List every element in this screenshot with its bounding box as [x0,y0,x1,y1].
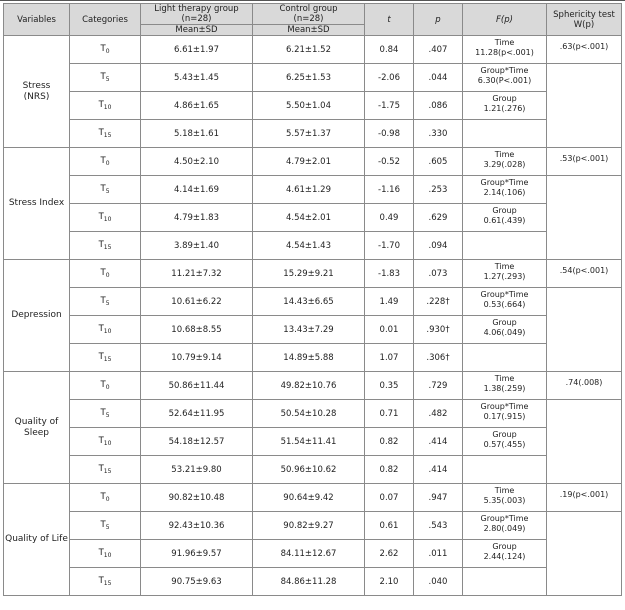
variable-name [4,372,70,484]
category-letter: T [100,380,106,390]
f-stat-empty [463,456,547,484]
p-value: .044 [414,64,463,92]
f-stat-value: 2.14(.106) [483,187,526,197]
control-mean-sd: 4.54±2.01 [253,204,365,232]
p-value: .306† [414,344,463,372]
t-value: 0.84 [365,36,414,64]
p-value: .073 [414,260,463,288]
f-stat-empty [463,120,547,148]
p-value: .605 [414,148,463,176]
light-mean-sd: 5.18±1.61 [141,120,253,148]
f-stat-value: 0.53(.664) [483,299,526,309]
sphericity-value: .54(p<.001) [547,260,622,288]
category-cell [70,568,141,596]
header-t: t [365,4,414,36]
variable-name-line: (NRS) [23,91,50,102]
f-stat-label: Group*Time [480,290,529,299]
light-mean-sd: 4.79±1.83 [141,204,253,232]
table-row [4,428,622,456]
sphericity-empty [547,64,622,148]
light-mean-sd: 5.43±1.45 [141,64,253,92]
category-cell [70,372,141,400]
f-stat-label: Group [492,542,517,551]
light-mean-sd: 50.86±11.44 [141,372,253,400]
light-mean-sd: 3.89±1.40 [141,232,253,260]
category-letter: T [100,296,106,306]
category-subscript: 0 [105,160,110,167]
category-cell [70,64,141,92]
t-value: 0.82 [365,456,414,484]
table-row [4,540,622,568]
p-value: .330 [414,120,463,148]
category-letter: T [100,44,106,54]
variable-name [4,484,70,596]
category-letter: T [100,492,106,502]
p-value: .629 [414,204,463,232]
p-value: .094 [414,232,463,260]
f-stat-value: 4.06(.049) [483,327,526,337]
t-value: -1.75 [365,92,414,120]
table-row [4,64,622,92]
category-cell [70,288,141,316]
p-value: .228† [414,288,463,316]
header-sphericity-w: W(p) [573,19,595,30]
f-stat-cell [463,204,547,232]
category-subscript: 10 [103,216,112,223]
table-row [4,204,622,232]
table-row [4,484,622,512]
header-control-mean-sd: Mean±SD [253,25,365,36]
category-cell [70,344,141,372]
control-mean-sd: 50.54±10.28 [253,400,365,428]
variable-name [4,260,70,372]
control-mean-sd: 90.82±9.27 [253,512,365,540]
t-value: -0.52 [365,148,414,176]
f-stat-cell [463,92,547,120]
category-subscript: 5 [105,188,110,195]
header-p: p [414,4,463,36]
f-stat-cell [463,176,547,204]
f-stat-label: Time [494,150,515,159]
category-subscript: 5 [105,412,110,419]
header-light-group [141,4,253,25]
variable-name-line: Depression [11,310,62,320]
header-light-mean-sd: Mean±SD [141,25,253,36]
light-mean-sd: 4.14±1.69 [141,176,253,204]
category-letter: T [98,548,104,558]
f-stat-value: 3.29(.028) [483,159,526,169]
category-letter: T [98,464,104,474]
f-stat-empty [463,232,547,260]
category-cell [70,484,141,512]
table-row [4,568,622,596]
f-stat-label: Group [492,318,517,327]
sphericity-empty [547,288,622,372]
p-value: .930† [414,316,463,344]
header-control-group-label: Control group [279,4,338,14]
header-categories: Categories [70,4,141,36]
control-mean-sd: 84.11±12.67 [253,540,365,568]
table-row [4,176,622,204]
table-row [4,36,622,64]
f-stat-label: Group [492,94,517,103]
control-mean-sd: 13.43±7.29 [253,316,365,344]
category-letter: T [98,352,104,362]
f-stat-value: 0.17(.915) [483,411,526,421]
control-mean-sd: 6.21±1.52 [253,36,365,64]
header-f: F(p) [463,4,547,36]
control-mean-sd: 5.50±1.04 [253,92,365,120]
f-stat-cell [463,428,547,456]
f-stat-value: 1.38(.259) [483,383,526,393]
f-stat-value: 11.28(p<.001) [475,47,534,57]
light-mean-sd: 54.18±12.57 [141,428,253,456]
light-mean-sd: 10.79±9.14 [141,344,253,372]
header-sphericity [547,4,622,36]
f-stat-label: Group*Time [480,402,529,411]
table-row [4,400,622,428]
p-value: .947 [414,484,463,512]
category-letter: T [100,268,106,278]
f-stat-label: Group*Time [480,178,529,187]
category-cell [70,120,141,148]
t-value: 1.07 [365,344,414,372]
category-cell [70,512,141,540]
t-value: 0.49 [365,204,414,232]
light-mean-sd: 10.61±6.22 [141,288,253,316]
t-value: -1.83 [365,260,414,288]
category-letter: T [98,212,104,222]
header-control-group-n: (n=28) [293,14,324,24]
category-cell [70,400,141,428]
p-value: .729 [414,372,463,400]
f-stat-cell [463,316,547,344]
table-row [4,92,622,120]
category-subscript: 10 [103,328,112,335]
control-mean-sd: 50.96±10.62 [253,456,365,484]
category-subscript: 15 [103,244,112,251]
sphericity-value: .53(p<.001) [547,148,622,176]
f-stat-cell [463,484,547,512]
table-row [4,232,622,260]
category-letter: T [100,520,106,530]
category-cell [70,260,141,288]
light-mean-sd: 53.21±9.80 [141,456,253,484]
f-stat-value: 5.35(.003) [483,495,526,505]
category-subscript: 10 [103,440,112,447]
control-mean-sd: 4.54±1.43 [253,232,365,260]
sphericity-empty [547,176,622,260]
table-row [4,456,622,484]
t-value: -1.70 [365,232,414,260]
variable-name [4,148,70,260]
f-stat-label: Group [492,430,517,439]
p-value: .086 [414,92,463,120]
variable-name-line: Stress [22,80,51,91]
category-cell [70,176,141,204]
p-value: .011 [414,540,463,568]
category-subscript: 0 [105,496,110,503]
category-letter: T [100,408,106,418]
control-mean-sd: 15.29±9.21 [253,260,365,288]
t-value: 0.35 [365,372,414,400]
f-stat-label: Group [492,206,517,215]
light-mean-sd: 4.50±2.10 [141,148,253,176]
category-subscript: 0 [105,384,110,391]
f-stat-value: 1.27(.293) [483,271,526,281]
p-value: .040 [414,568,463,596]
category-cell [70,540,141,568]
category-cell [70,232,141,260]
p-value: .543 [414,512,463,540]
category-letter: T [100,72,106,82]
p-value: .414 [414,456,463,484]
category-subscript: 5 [105,300,110,307]
category-cell [70,148,141,176]
f-stat-cell [463,540,547,568]
category-letter: T [100,184,106,194]
results-table [3,3,622,596]
f-stat-value: 2.44(.124) [483,551,526,561]
table-row [4,120,622,148]
light-mean-sd: 92.43±10.36 [141,512,253,540]
category-letter: T [98,576,104,586]
t-value: 0.71 [365,400,414,428]
t-value: 2.62 [365,540,414,568]
category-letter: T [98,324,104,334]
f-stat-empty [463,344,547,372]
f-stat-label: Time [494,262,515,271]
variable-name [4,36,70,148]
light-mean-sd: 52.64±11.95 [141,400,253,428]
t-value: 1.49 [365,288,414,316]
variable-name-line: Stress Index [8,198,65,208]
f-stat-cell [463,64,547,92]
f-stat-cell [463,512,547,540]
f-stat-label: Group*Time [480,514,529,523]
table-row [4,260,622,288]
f-stat-value: 1.21(.276) [483,103,526,113]
control-mean-sd: 49.82±10.76 [253,372,365,400]
f-stat-cell [463,372,547,400]
f-stat-label: Time [494,486,515,495]
sphericity-empty [547,400,622,484]
t-value: 0.61 [365,512,414,540]
t-value: 0.07 [365,484,414,512]
category-letter: T [98,436,104,446]
table-row [4,316,622,344]
light-mean-sd: 10.68±8.55 [141,316,253,344]
header-sphericity-label: Sphericity test [553,9,615,20]
category-cell [70,456,141,484]
p-value: .253 [414,176,463,204]
t-value: 2.10 [365,568,414,596]
control-mean-sd: 84.86±11.28 [253,568,365,596]
category-letter: T [100,156,106,166]
sphericity-value: .63(p<.001) [547,36,622,64]
category-letter: T [98,128,104,138]
table-row [4,288,622,316]
f-stat-label: Time [494,374,515,383]
category-subscript: 10 [103,104,112,111]
f-stat-value: 2.80(.049) [483,523,526,533]
f-stat-value: 0.61(.439) [483,215,526,225]
light-mean-sd: 11.21±7.32 [141,260,253,288]
p-value: .482 [414,400,463,428]
f-stat-value: 0.57(.455) [483,439,526,449]
f-stat-cell [463,148,547,176]
category-subscript: 15 [103,468,112,475]
p-value: .407 [414,36,463,64]
category-subscript: 5 [105,76,110,83]
table-row [4,512,622,540]
control-mean-sd: 51.54±11.41 [253,428,365,456]
header-control-group [253,4,365,25]
p-value: .414 [414,428,463,456]
category-cell [70,92,141,120]
header-variables: Variables [4,4,70,36]
header-light-group-n: (n=28) [181,14,212,24]
f-stat-cell [463,400,547,428]
table-row [4,344,622,372]
category-subscript: 15 [103,132,112,139]
category-letter: T [98,100,104,110]
t-value: -0.98 [365,120,414,148]
control-mean-sd: 6.25±1.53 [253,64,365,92]
f-stat-value: 6.30(P<.001) [477,75,532,85]
category-subscript: 0 [105,48,110,55]
f-stat-cell [463,36,547,64]
light-mean-sd: 91.96±9.57 [141,540,253,568]
f-stat-label: Time [494,38,515,47]
category-subscript: 15 [103,356,112,363]
t-value: -2.06 [365,64,414,92]
control-mean-sd: 14.43±6.65 [253,288,365,316]
control-mean-sd: 4.79±2.01 [253,148,365,176]
category-subscript: 10 [103,552,112,559]
category-letter: T [98,240,104,250]
f-stat-label: Group*Time [480,66,529,75]
table-row [4,148,622,176]
f-stat-empty [463,568,547,596]
sphericity-value: .74(.008) [547,372,622,400]
f-stat-cell [463,288,547,316]
sphericity-value: .19(p<.001) [547,484,622,512]
light-mean-sd: 6.61±1.97 [141,36,253,64]
light-mean-sd: 90.82±10.48 [141,484,253,512]
category-cell [70,36,141,64]
variable-name-line: Quality of Life [5,534,68,544]
control-mean-sd: 14.89±5.88 [253,344,365,372]
table-row [4,372,622,400]
light-mean-sd: 4.86±1.65 [141,92,253,120]
control-mean-sd: 4.61±1.29 [253,176,365,204]
category-subscript: 15 [103,580,112,587]
category-subscript: 5 [105,524,110,531]
header-light-group-label: Light therapy group [154,4,239,14]
category-cell [70,204,141,232]
t-value: 0.82 [365,428,414,456]
light-mean-sd: 90.75±9.63 [141,568,253,596]
sphericity-empty [547,512,622,596]
control-mean-sd: 5.57±1.37 [253,120,365,148]
variable-name-line: Sleep [23,427,49,438]
category-subscript: 0 [105,272,110,279]
control-mean-sd: 90.64±9.42 [253,484,365,512]
t-value: 0.01 [365,316,414,344]
t-value: -1.16 [365,176,414,204]
variable-name-line: Quality of [14,416,59,427]
category-cell [70,316,141,344]
category-cell [70,428,141,456]
f-stat-cell [463,260,547,288]
